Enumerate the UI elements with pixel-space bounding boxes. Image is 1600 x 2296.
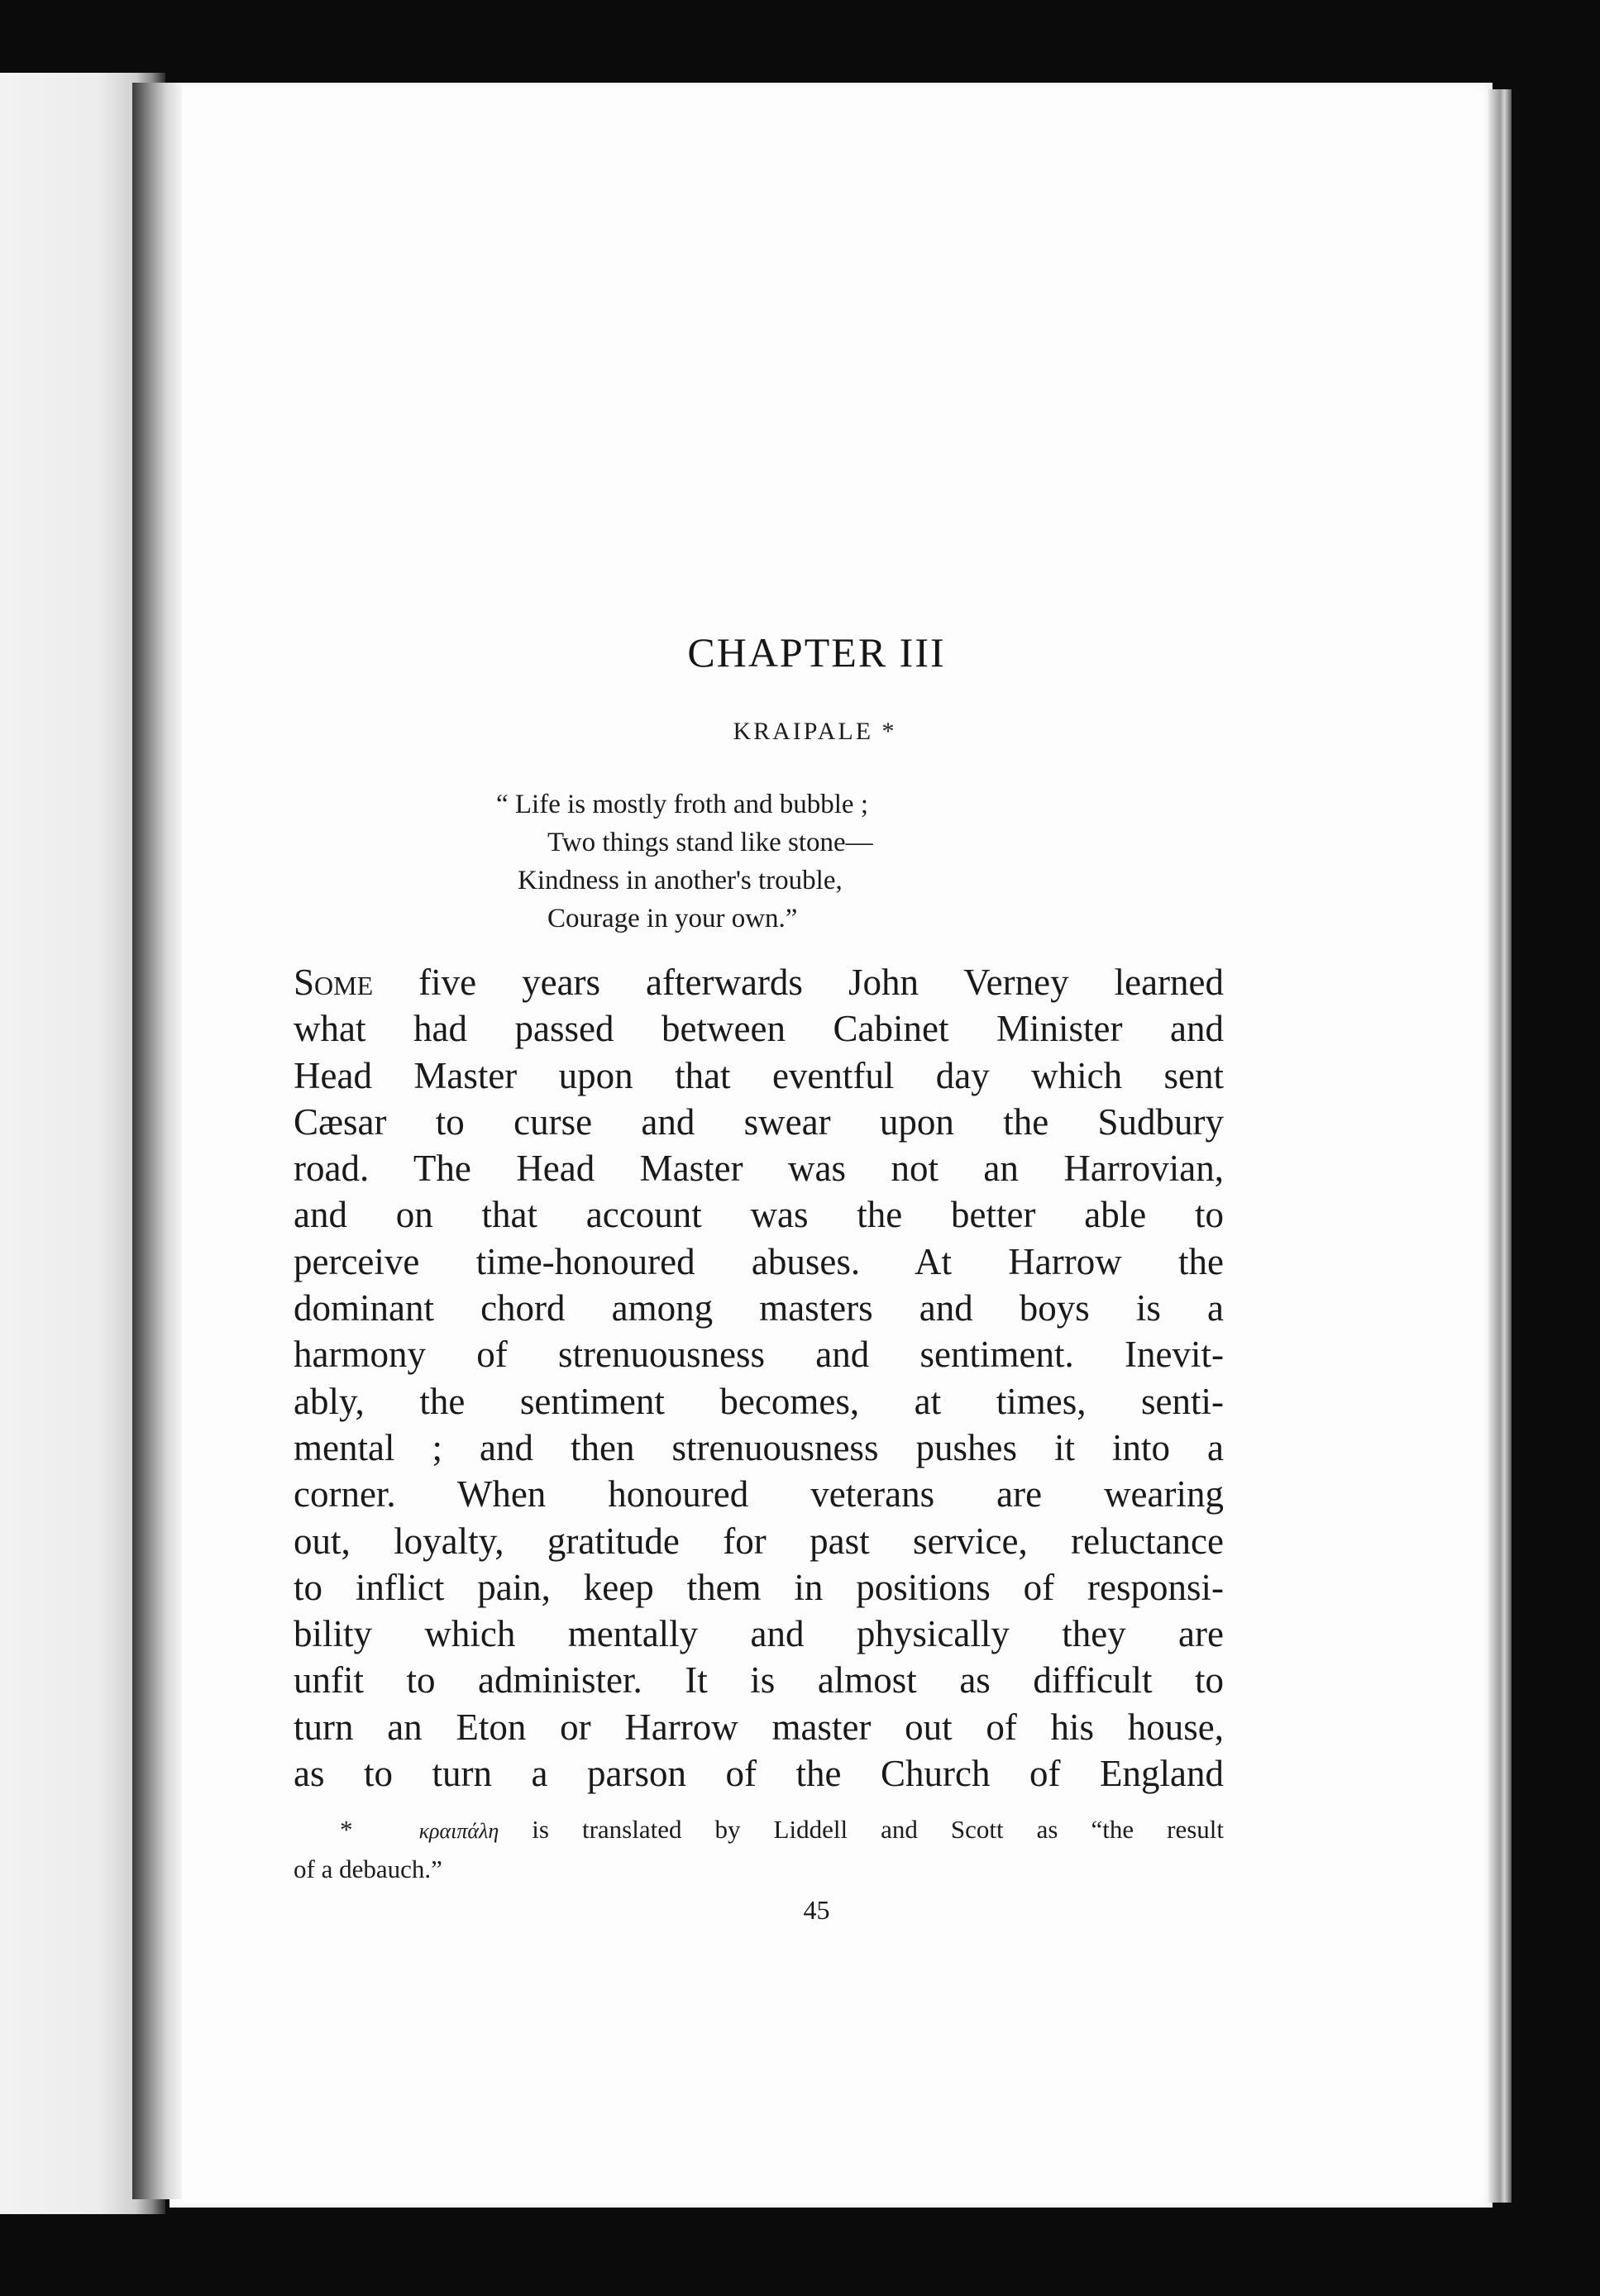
footnote bbox=[294, 1811, 1224, 1888]
epigraph-line: Kindness in another's trouble, bbox=[518, 866, 843, 895]
body-line: unfit to administer. It is almost as difficult to bbox=[294, 1659, 1224, 1702]
body-line: dominant chord among masters and boys is a bbox=[294, 1287, 1224, 1329]
page-fore-edge bbox=[1488, 89, 1512, 2203]
body-line: ably, the sentiment becomes, at times, senti- bbox=[294, 1380, 1224, 1422]
chapter-subtitle: KRAIPALE * bbox=[733, 718, 897, 745]
body-line bbox=[294, 959, 1224, 1005]
body-line: to inflict pain, keep them in positions of responsi- bbox=[294, 1566, 1224, 1608]
epigraph-line: “ Life is mostly froth and bubble ; bbox=[496, 790, 868, 819]
footnote-line: of a debauch.” bbox=[294, 1854, 442, 1883]
body-line: harmony of strenuousness and sentiment. Inevit- bbox=[294, 1334, 1224, 1376]
book-gutter bbox=[132, 83, 182, 2199]
body-line: perceive time-honoured abuses. At Harrow the bbox=[294, 1240, 1224, 1282]
footnote-greek-word: κραιπάλη bbox=[418, 1819, 499, 1843]
body-line: road. The Head Master was not an Harrovian, bbox=[294, 1148, 1224, 1190]
first-line-text: five years afterwards John Verney learned bbox=[373, 962, 1224, 1003]
body-line: what had passed between Cabinet Minister and bbox=[294, 1008, 1224, 1050]
footnote-line bbox=[294, 1811, 1224, 1850]
body-line: mental ; and then strenuousness pushes it into a bbox=[294, 1426, 1224, 1468]
body-line: corner. When honoured veterans are wearing bbox=[294, 1473, 1224, 1516]
epigraph bbox=[496, 785, 1075, 938]
body-line: and on that account was the better able to bbox=[294, 1194, 1224, 1236]
body-line: Head Master upon that eventful day which sent bbox=[294, 1054, 1224, 1096]
body-line: as to turn a parson of the Church of England bbox=[294, 1753, 1224, 1795]
epigraph-line: Courage in your own.” bbox=[547, 904, 798, 933]
body-line: bility which mentally and physically they are bbox=[294, 1613, 1224, 1655]
body-line: turn an Eton or Harrow master out of his house, bbox=[294, 1706, 1224, 1748]
footnote-text: is translated by Liddell and Scott as “the result bbox=[532, 1815, 1225, 1844]
body-line: out, loyalty, gratitude for past service, reluctance bbox=[294, 1520, 1224, 1562]
chapter-title: CHAPTER III bbox=[687, 629, 946, 675]
epigraph-line: Two things stand like stone— bbox=[547, 828, 873, 857]
page-number: 45 bbox=[803, 1895, 830, 1925]
body-line: Cæsar to curse and swear upon the Sudbury bbox=[294, 1100, 1224, 1143]
body-text bbox=[294, 959, 1224, 1797]
opening-word: Some bbox=[294, 962, 374, 1003]
footnote-marker: * bbox=[340, 1815, 353, 1844]
